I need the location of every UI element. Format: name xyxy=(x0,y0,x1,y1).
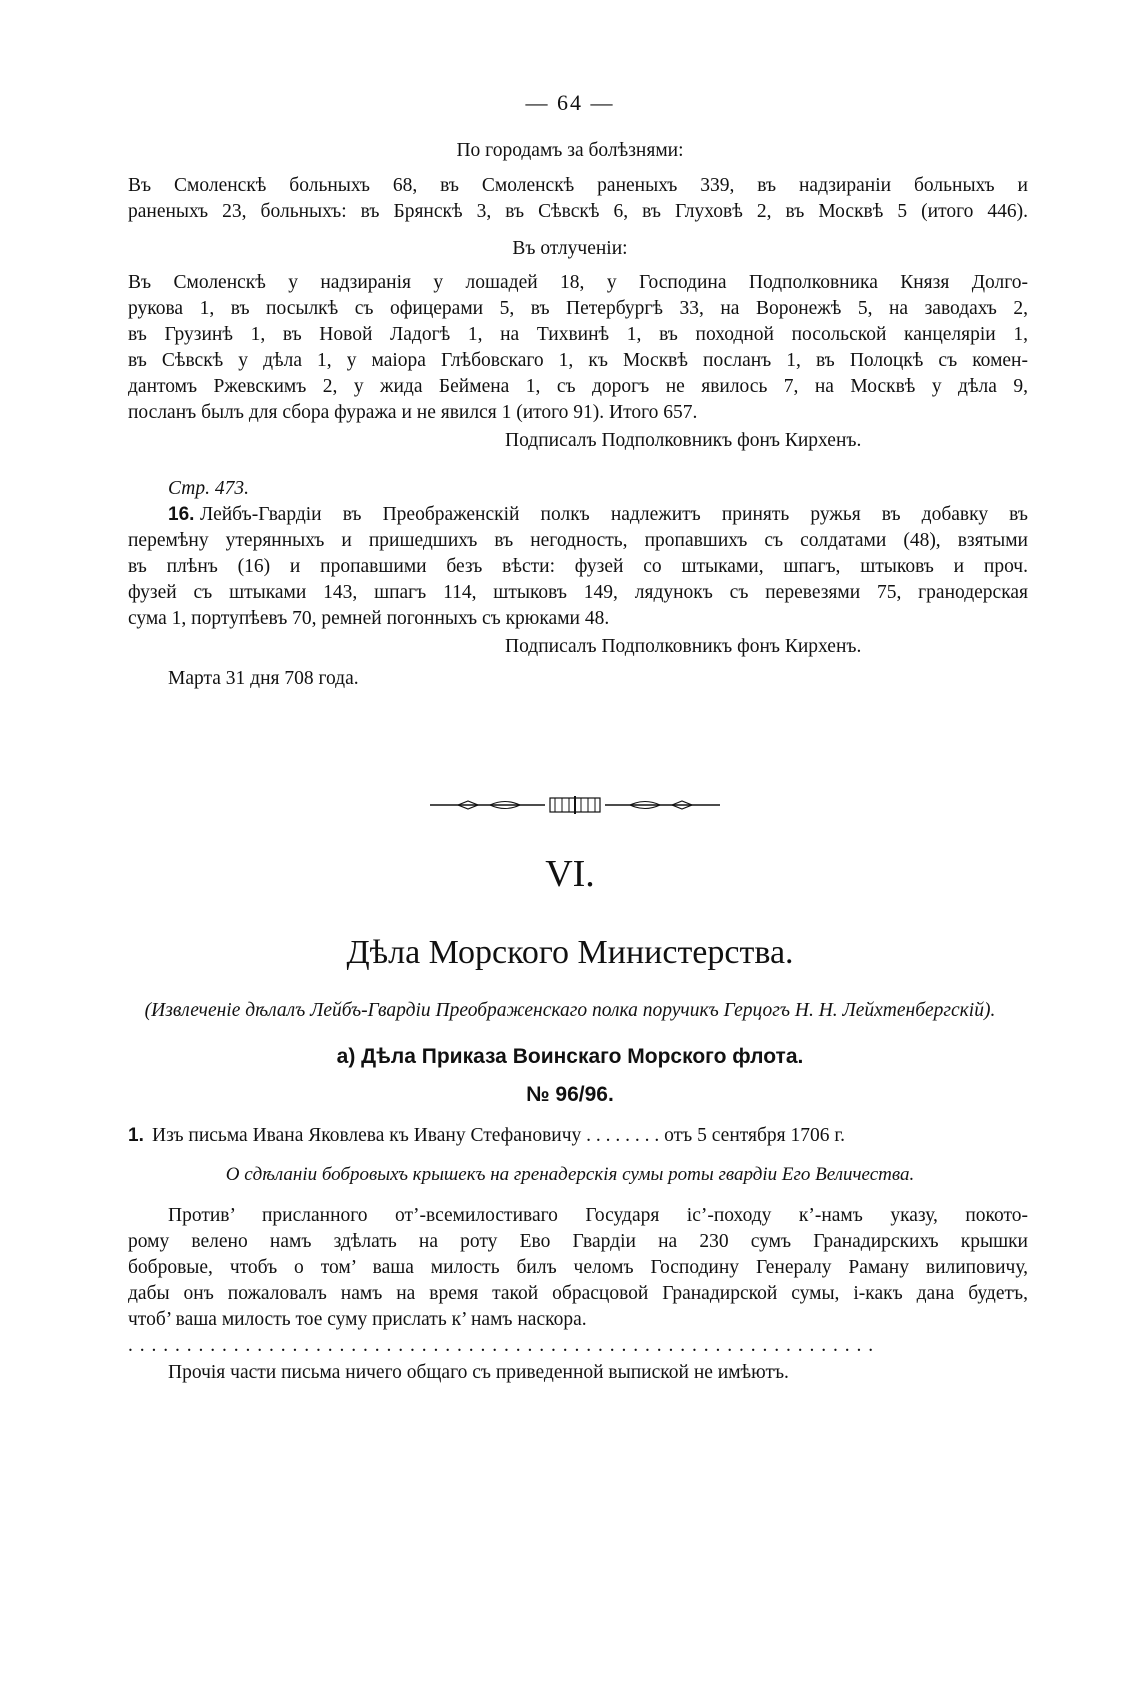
subsection-title: а) Дѣла Приказа Воинскаго Морского флота. xyxy=(336,1045,804,1068)
entry-heading: Изъ письма Ивана Яковлева къ Ивану Стефановичу . . . . . . . . отъ 5 сентября 1706 г. xyxy=(152,1125,846,1146)
text-line: чтоб’ ваша милость тое суму прислать к’ намъ наскора. xyxy=(128,1309,587,1330)
date-line: Марта 31 дня 708 года. xyxy=(168,668,359,689)
text-line: Въ Смоленскѣ больныхъ 68, въ Смоленскѣ раненыхъ 339, въ надзираніи больныхъ и xyxy=(128,175,1028,196)
text-line: дантомъ Ржевскимъ 2, у жида Беймена 1, съ дорогъ не явилось 7, на Москвѣ у дѣла 9, xyxy=(128,376,1028,397)
text-line: въ Сѣвскѣ у дѣла 1, у маіора Глѣбовскаго 1, къ Москвѣ посланъ 1, въ Полоцкѣ съ комен- xyxy=(128,350,1028,371)
text-line: въ плѣнъ (16) и пропавшими безъ вѣсти: фузей со штыками, шпагъ, штыковъ и проч. xyxy=(128,556,1028,577)
text-line: перемѣну утерянныхъ и пришедшихъ въ негодность, пропавшихъ съ солдатами (48), взятыми xyxy=(128,530,1028,551)
entry-subtitle: О сдѣланіи бобровыхъ крышекъ на гренадерскія сумы роты гвардіи Его Величества. xyxy=(225,1164,915,1185)
ornament-divider xyxy=(430,790,720,820)
text-line: Въ Смоленскѣ у надзиранія у лошадей 18, у Господина Подполковника Князя Долго- xyxy=(128,272,1028,293)
text-line: Против’ присланного от’-всемилостиваго Государя іс’-походу к’-намъ указу, покото- xyxy=(168,1205,1028,1226)
text-line: бобровые, чтобъ о том’ ваша милость билъ челомъ Господину Генералу Раману вилиповичу, xyxy=(128,1257,1028,1278)
text-line: Лейбъ-Гвардіи въ Преображенскій полкъ надлежитъ принять ружья въ добавку въ xyxy=(200,504,1028,525)
section-numeral: VI. xyxy=(545,853,595,895)
extraction-note: (Извлеченіе дѣлалъ Лейбъ-Гвардіи Преображенскаго полка поручикъ Герцогъ Н. Н. Лейхтенбергскій). xyxy=(144,1000,996,1021)
heading-absent: Въ отлученіи: xyxy=(512,238,628,259)
entry-number: 1. xyxy=(128,1125,144,1146)
signature: Подписалъ Подполковникъ фонъ Кирхенъ. xyxy=(505,636,862,657)
page-number: — 64 — xyxy=(525,90,615,115)
page-reference: Стр. 473. xyxy=(168,478,249,499)
text-line: дабы онъ пожаловалъ намъ на время такой обрасцовой Гранадирской сумы, і-какъ дана будетъ, xyxy=(128,1283,1028,1304)
text-line: сума 1, портупѣевъ 70, ремней погонныхъ съ крюками 48. xyxy=(128,608,610,629)
ellipsis-dots: . . . . . . . . . . . . . . . . . . . . . . . . . . . . . . . . . . . . . . . . . . . . . . . . . . . . . . . . . . . . . . . . xyxy=(128,1335,875,1356)
text-line: раненыхъ 23, больныхъ: въ Брянскѣ 3, въ Сѣвскѣ 6, въ Глуховѣ 2, въ Москвѣ 5 (итого 446). xyxy=(128,201,1028,222)
text-line: рому велено намъ здѣлать на роту Ево Гвардіи на 230 сумъ Гранадирскихъ крышки xyxy=(128,1231,1028,1252)
section-title: Дѣла Морского Министерства. xyxy=(346,934,794,971)
text-line: посланъ былъ для сбора фуража и не явился 1 (итого 91). Итого 657. xyxy=(128,402,698,423)
item-number: 16. xyxy=(168,504,195,525)
text-line: рукова 1, въ посылкѣ съ офицерами 5, въ Петербургѣ 33, на Воронежѣ 5, на заводахъ 2, xyxy=(128,298,1028,319)
signature: Подписалъ Подполковникъ фонъ Кирхенъ. xyxy=(505,430,862,451)
entry-footer: Прочія части письма ничего общаго съ приведенной выпиской не имѣютъ. xyxy=(168,1362,789,1383)
text-line: фузей съ штыками 143, шпагъ 114, штыковъ 149, лядунокъ съ перевезями 75, гранодерская xyxy=(128,582,1028,603)
file-number: № 96/96. xyxy=(526,1083,614,1106)
text-line: въ Грузинѣ 1, въ Новой Ладогѣ 1, на Тихвинѣ 1, въ походной посольской канцеляріи 1, xyxy=(128,324,1028,345)
heading-by-cities: По городамъ за болѣзнями: xyxy=(456,140,684,161)
